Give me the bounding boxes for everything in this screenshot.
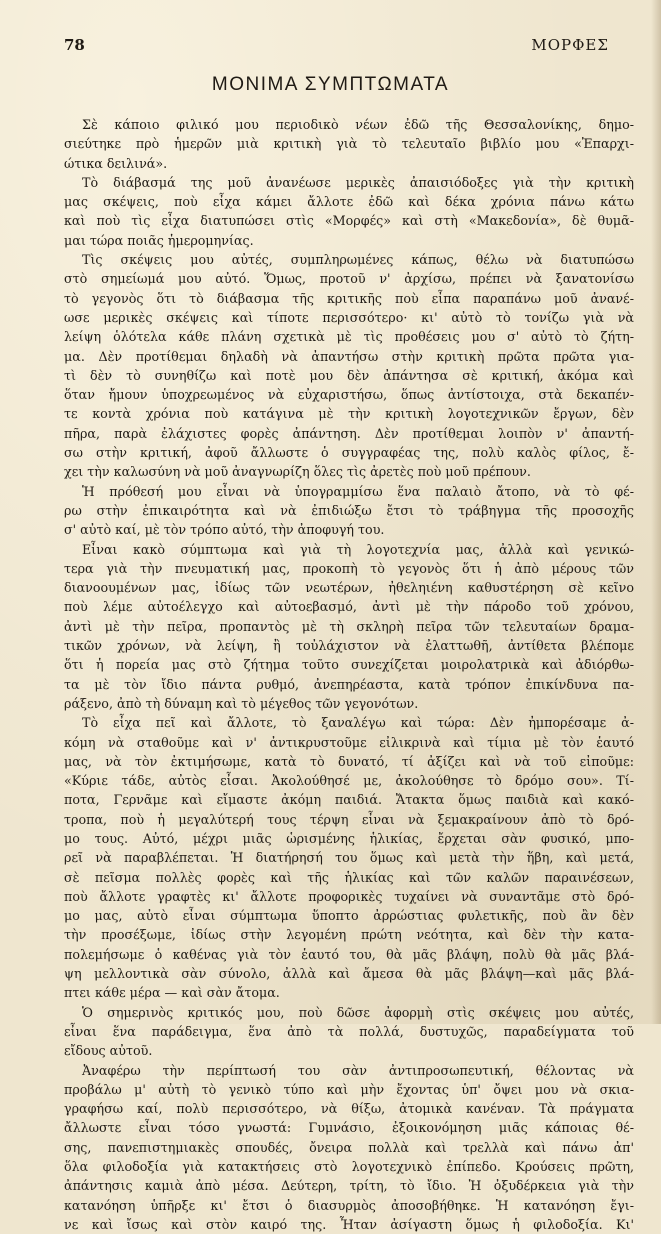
text-line: μο μας, αὐτὸ εἶναι σύμπτωμα ὕποπτο ἀρρώστιας φυλετικῆς, ποὺ ἂν δὲν bbox=[64, 908, 634, 924]
article-body bbox=[64, 115, 634, 1234]
text-line: ὅταν ἤμουν ὑποχρεωμένος νὰ εὐχαριστήσω, ὅπως ἀντίστοιχα, στὰ δεκαπέν- bbox=[64, 387, 634, 403]
text-line: σης, πανεπιστημιακὲς σπουδές, ὄνειρα πολλὰ καὶ τρελλὰ καὶ πάνω ἀπ' bbox=[64, 1139, 634, 1155]
text-line: ώτικα δειλινά». bbox=[64, 155, 168, 171]
text-line: τὸ γεγονὸς ὅτι τὸ διάβασμα τῆς κριτικῆς ποὺ εἶπα παραπάνω μοῦ ἀνανέ- bbox=[64, 290, 634, 306]
text-line: εἴδους αὐτοῦ. bbox=[64, 1043, 153, 1059]
text-line: ἄλλωστε εἶναι τόσο γνωστά: Γυμνάσιο, ἐξοικονόμηση μιᾶς κάποιας θέ- bbox=[64, 1120, 634, 1136]
text-line: Ὁ σημερινὸς κριτικός μου, ποὺ δῶσε ἀφορμὴ στὶς σκέψεις μου αὐτές, bbox=[82, 1004, 634, 1020]
text-line: τὶ δὲν τὸ συνηθίζω καὶ ποτὲ μου δὲν ἀπάντησα σὲ κριτική, ἀκόμα καὶ bbox=[64, 367, 634, 383]
text-line: Τὸ εἶχα πεῖ καὶ ἄλλοτε, τὸ ξαναλέγω καὶ τώρα: Δὲν ἠμπορέσαμε ἀ- bbox=[82, 715, 634, 731]
text-line: ὅτι ἡ πορεία μας στὸ ζήτημα τοῦτο συνεχίζεται μοιρολατρικὰ καὶ ἀδιόρθω- bbox=[64, 657, 634, 673]
text-line: κόμη νὰ σταθοῦμε καὶ ν' ἀντικρυστοῦμε εἰλικρινὰ καὶ τίμια μὲ τὸν ἑαυτό bbox=[64, 734, 634, 750]
text-line: «Κύριε τάδε, αὐτὸς εἶσαι. Ἀκολούθησέ με, ἀκολούθησε τὸ δρόμο σου». Τί- bbox=[64, 773, 634, 789]
text-line: σω στὴν κριτική, ἀφοῦ ἄλλωστε ὁ συγγραφέας της, πολὺ καλὸς φίλος, ἔ- bbox=[64, 445, 634, 461]
text-line: ωσε μερικὲς σκέψεις καὶ τίποτε περισσότερο· κι' αὐτὸ τὸ τονίζω γιὰ νὰ bbox=[64, 309, 634, 325]
text-line: νε καὶ ἴσως καὶ στὸν καιρό της. Ἦταν ἀσίγαστη ὅμως ἡ φιλοδοξία. Κι' bbox=[64, 1216, 634, 1232]
text-line: Ἀναφέρω τὴν περίπτωσή του σὰν ἀντιπροσωπευτική, θέλοντας νὰ bbox=[82, 1062, 634, 1078]
page-edge-shadow bbox=[651, 0, 661, 1024]
text-line: προβάλω μ' αὐτὴ τὸ γενικὸ τύπο καὶ μὴν ἔχοντας ὑπ' ὄψει μου νὰ σκια- bbox=[64, 1081, 634, 1097]
text-line: Σὲ κάποιο φιλικό μου περιοδικὸ νέων ἐδῶ τῆς Θεσσαλονίκης, δημο- bbox=[82, 117, 634, 132]
text-line: τερα γιὰ τὴν πνευματική μας, προκοπὴ τὸ γεγονὸς ὅτι ἡ ἀπὸ μέρους τῶν bbox=[64, 560, 634, 576]
text-line: ρω στὴν ἐπικαιρότητα καὶ νὰ ἐπιδιώξω ἔτσι τὸ τράβηγμα τῆς προσοχῆς bbox=[64, 502, 634, 518]
text-line: ράξενο, ἀπὸ τὴ δύναμη καὶ τὸ μέγεθος τῶν γεγονότων. bbox=[64, 695, 419, 711]
text-line: ὅλα φιλοδοξία γιὰ κατακτήσεις στὸ λογοτεχνικὸ ἐπίπεδο. Κρούσεις πρῶτη, bbox=[64, 1159, 634, 1175]
text-line: εἶναι ἕνα παράδειγμα, ἕνα ἀπὸ τὰ πολλά, δυστυχῶς, παραδείγματα τοῦ bbox=[64, 1023, 634, 1039]
text-line: λείψη ὁλότελα κάθε πλάνη σχετικὰ μὲ τὶς προθέσεις μου σ' αὐτὸ τὸ ζήτη- bbox=[64, 329, 634, 345]
text-line: ποὺ ἄλλοτε γραφτὲς κι' ἄλλοτε προφορικὲς τυχαίνει νὰ συναντᾶμε στὸ δρό- bbox=[64, 888, 634, 904]
text-line: πτει κάθε μέρα — καὶ σὰν ἄτομα. bbox=[64, 985, 280, 1001]
text-line: σ' αὐτὸ καί, μὲ τὸν τρόπο αὐτό, τὴν ἀποφυγή του. bbox=[64, 522, 385, 538]
text-line: πολεμήσωμε ὁ καθένας γιὰ τὸν ἑαυτό του, θὰ μᾶς βλάψη, πολὺ θὰ μᾶς βλά- bbox=[64, 946, 634, 962]
running-head: ΜΟΡΦΕΣ bbox=[531, 36, 609, 54]
text-line: ποτα, Γερνᾶμε καὶ εἴμαστε ἀκόμη παιδιά. Ἄτακτα ὅμως παιδιὰ καὶ κακό- bbox=[64, 792, 634, 808]
text-line: χει τὴν καλωσύνη νὰ μοῦ ἀναγνωρίζη ὅλες τὶς ἀρετὲς ποὺ μοῦ πρέπουν. bbox=[64, 464, 531, 480]
text-line: Εἶναι κακὸ σύμπτωμα καὶ γιὰ τὴ λογοτεχνία μας, ἀλλὰ καὶ γενικώ- bbox=[82, 541, 634, 557]
text-line: σὲ πεῖσμα πολλὲς φορὲς καὶ τῆς ἡλικίας καὶ τῶν καλῶν παραινέσεων, bbox=[64, 869, 634, 885]
text-line: μας, νὰ τὸν ἐκτιμήσωμε, κατὰ τὸ δυνατό, τί ἀξίζει καὶ νὰ τοῦ εἰποῦμε: bbox=[64, 753, 634, 769]
text-line: διανοουμένων μας, ἰδίως τῶν νεωτέρων, ἠθεληιένη καθυστέρηση σὲ κεῖνο bbox=[64, 580, 634, 596]
text-line: μαι τώρα ποιᾶς ἡμερομηνίας. bbox=[64, 232, 254, 248]
text-line: τροπα, ποὺ ἡ μεγαλύτερή τους τέρψη εἶναι νὰ ξεμακραίνουν ἀπὸ τὸ δρό- bbox=[64, 811, 634, 827]
text-line: ἀπάντησις καμιὰ ἀπὸ μέσα. Δεύτερη, τρίτη, τὸ ἴδιο. Ἡ ὀξυδέρκεια γιὰ τὴν bbox=[64, 1178, 634, 1194]
text-line: γραφήσω καί, πολὺ περισσότερο, νὰ θίξω, ἀτομικὰ κανέναν. Τὰ πράγματα bbox=[64, 1101, 634, 1117]
text-line: ποὺ λέμε αὐτοέλεγχο καὶ αὐτοεβασμό, ἀντὶ μὲ τὴν πάροδο τοῦ χρόνου, bbox=[64, 599, 634, 615]
text-line: Τὶς σκέψεις μου αὐτές, συμπληρωμένες κάπως, θέλω νὰ διατυπώσω bbox=[82, 252, 634, 268]
text-line: ἀντὶ μὲ τὴν πεῖρα, προπαντὸς μὲ τὴ σκληρὴ πεῖρα τῶν τελευταίων δραμα- bbox=[64, 618, 634, 634]
text-line: ρεῖ νὰ παραβλέπεται. Ἡ διατήρησή του ὅμως καὶ μετὰ τὴν ἥβη, καὶ μετά, bbox=[64, 850, 634, 866]
text-line: ψη μελλοντικὰ σὰν σύνολο, ἀλλὰ καὶ ἄμεσα θὰ μᾶς βλάψη—καὶ μᾶς βλά- bbox=[64, 966, 634, 982]
text-line: μο τους. Αὐτό, μέχρι μιᾶς ὡρισμένης ἡλικίας, ἔρχεται σὰν φυσικό, μπο- bbox=[64, 830, 634, 846]
article-title: ΜΟΝΙΜΑ ΣΥΜΠΤΩΜΑΤΑ bbox=[211, 74, 450, 95]
text-line: τε κοντὰ χρόνια ποὺ κατάγινα μὲ τὴν κριτικὴ λογοτεχνικῶν ἔργων, δὲν bbox=[64, 406, 634, 422]
text-line: τα μὲ τὸν ἴδιο πάντα ρυθμό, ἀνεπηρέαστα, κατὰ τρόπον ἐπικίνδυνα πα- bbox=[64, 676, 634, 692]
text-line: καὶ ποὺ τὶς εἶχα διατυπώσει στὶς «Μορφές» καὶ στὴ «Μακεδονία», δὲ θυμᾶ- bbox=[64, 213, 634, 229]
text-line: μα. Δὲν προτίθεμαι δηλαδὴ νὰ ἀπαντήσω στὴν κριτικὴ πρῶτα πρῶτα για- bbox=[64, 348, 634, 364]
text-line: σιεύτηκε πρὸ ἡμερῶν μιὰ κριτικὴ γιὰ τὸ τελευταῖο βιβλίο μου «Ἐπαρχι- bbox=[64, 136, 634, 152]
text-line: κατανόηση ὑπῆρξε κι' ἔτσι ὁ διασυρμὸς ἀποσοβήθηκε. Ἡ κατανόηση ἔγι- bbox=[64, 1197, 634, 1213]
text-line: τὴν προσέξωμε, ἰδίως στὴν λεγομένη πρώτη νεότητα, καὶ δὲν τὴν κατα- bbox=[64, 927, 634, 943]
text-line: Ἡ πρόθεσή μου εἶναι νὰ ὑπογραμμίσω ἕνα παλαιὸ ἄτοπο, νὰ τὸ φέ- bbox=[82, 483, 634, 499]
text-line: πῆρα, παρὰ ἐλάχιστες φορὲς ἀπάντηση. Δὲν προτίθεμαι λοιπὸν ν' ἀπαντή- bbox=[64, 425, 634, 441]
page-header bbox=[64, 36, 609, 58]
text-line: στὸ σημείωμά μου αὐτό. Ὅμως, προτοῦ ν' ἀρχίσω, πρέπει νὰ ξανατονίσω bbox=[64, 271, 634, 287]
text-line: τικῶν χρόνων, νὰ λείψη, ἢ τοὐλάχιστον νὰ ἐλαττωθῆ, ἀντίθετα βλέπομε bbox=[64, 638, 634, 654]
text-line: Τὸ διάβασμά της μοῦ ἀνανέωσε μερικὲς ἀπαισιόδοξες γιὰ τὴν κριτικὴ bbox=[82, 174, 634, 190]
text-line: μας σκέψεις, ποὺ εἶχα κάμει ἄλλοτε ἐδῶ καὶ δέκα χρόνια πάνω κάτω bbox=[64, 194, 634, 210]
page-number: 78 bbox=[64, 36, 85, 54]
